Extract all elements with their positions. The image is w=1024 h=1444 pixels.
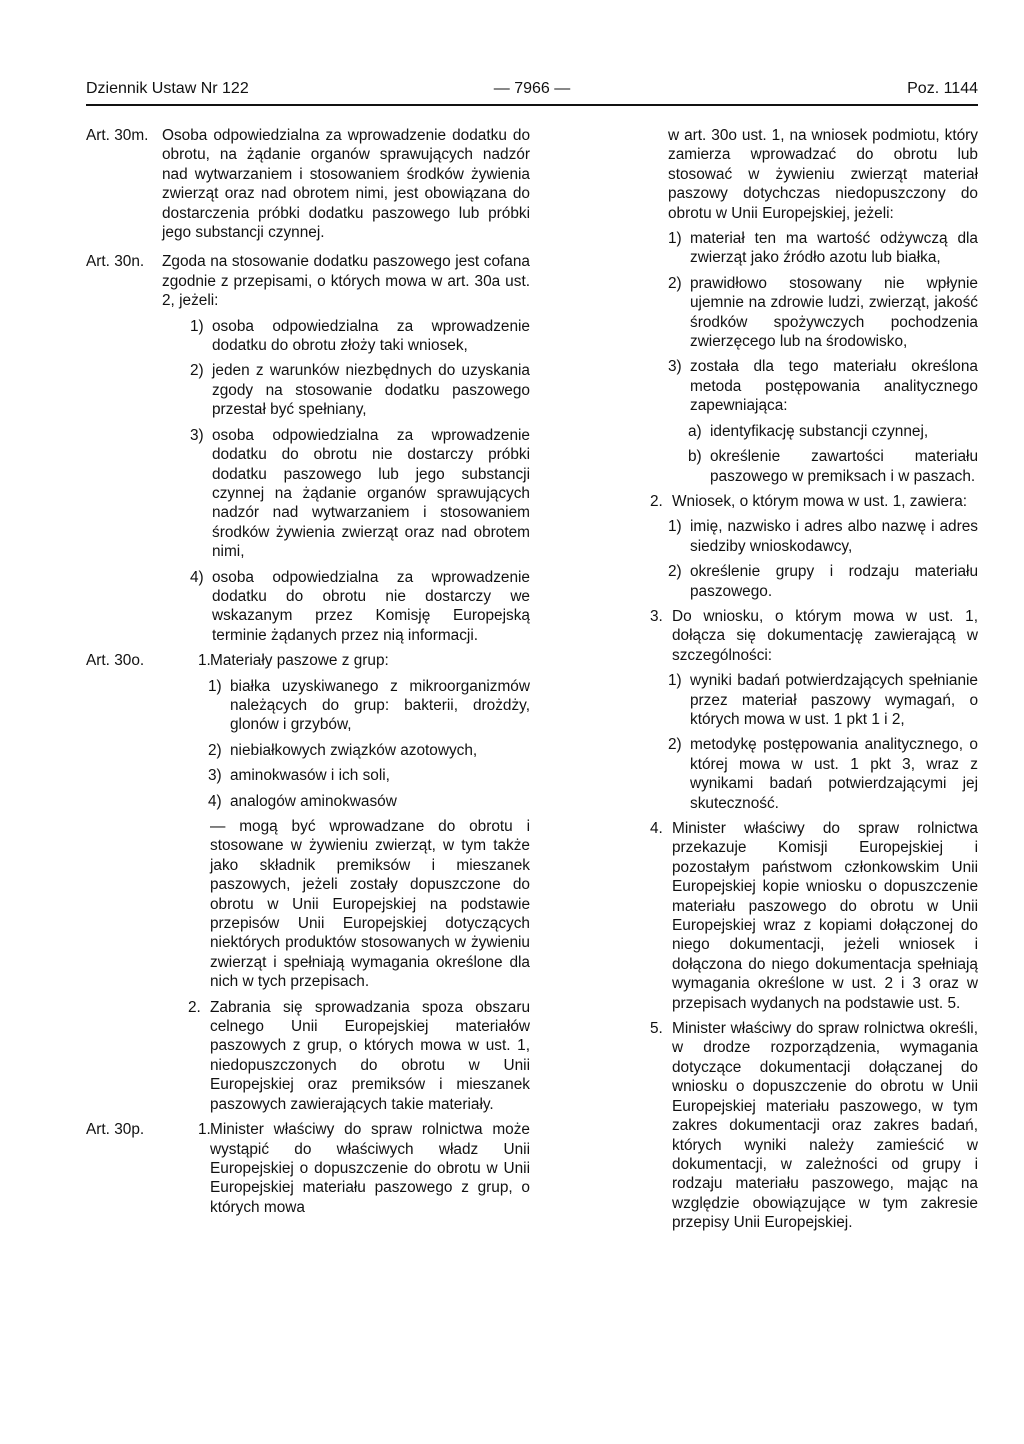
item-text: metodykę postępowania analitycznego, o której mowa w ust. 1 pkt 3, wraz z wynikami badań potwierdzającymi jej skuteczność.	[690, 736, 978, 812]
article-30m-paragraph	[86, 126, 530, 242]
paragraph-2	[118, 998, 530, 1114]
paragraph-number: 5.	[650, 1020, 663, 1038]
tiret-text	[118, 817, 530, 992]
item-number: 1)	[668, 230, 682, 248]
paragraph-number: 1.	[198, 652, 211, 670]
item-number: 3)	[208, 767, 222, 785]
sub-item-text: identyfikację substancji czynnej,	[710, 422, 929, 440]
list-item	[118, 741, 530, 760]
page-number: — 7966 —	[493, 80, 571, 97]
item-number: 3)	[668, 358, 682, 376]
header-rule	[86, 104, 978, 106]
paragraph-number: 1.	[198, 1121, 211, 1139]
list-item	[668, 229, 978, 268]
list-item	[668, 357, 978, 415]
page-header	[86, 80, 978, 106]
item-text: została dla tego materiału określona metoda postępowania analitycznego zapewniająca:	[690, 358, 978, 415]
item-number: 1)	[668, 672, 682, 690]
paragraph-number: 2.	[188, 998, 201, 1016]
article-label: Art. 30m.	[86, 127, 149, 144]
article-30o	[86, 651, 530, 670]
item-number: 2)	[668, 563, 682, 581]
item-text: imię, nazwisko i adres albo nazwę i adres siedziby wnioskodawcy,	[690, 518, 978, 555]
list-item	[118, 361, 530, 419]
item-text: aminokwasów i ich soli,	[230, 767, 390, 785]
item-text: analogów aminokwasów	[230, 792, 397, 810]
item-number: 2)	[668, 274, 682, 292]
paragraph-text: Wniosek, o którym mowa w ust. 1, zawiera:	[672, 492, 968, 510]
article-text: Osoba odpowiedzialna za wprowadzenie dodatku do obrotu, na żądanie organów sprawujących nadzór nad wytwarzaniem i stosowaniem środków żywienia zwierząt oraz nad obrotem nimi, jest obowiązana do dostarczenia próbki dodatku paszowego lub próbki jego substancji czynnej.	[162, 127, 530, 242]
article-30p	[86, 1120, 530, 1217]
list-item	[668, 274, 978, 352]
list-item	[668, 517, 978, 556]
sub-item	[668, 422, 978, 441]
item-number: 2)	[190, 362, 204, 380]
list-item	[118, 766, 530, 785]
list-item	[118, 677, 530, 735]
paragraph-number: 2.	[650, 492, 663, 510]
paragraph-number: 4.	[650, 820, 663, 837]
article-label: Art. 30n.	[86, 253, 145, 271]
sub-item-text: określenie zawartości materiału paszowego w premiksach i w paszach.	[710, 448, 978, 485]
item-text: osoba odpowiedzialna za wprowadzenie dodatku do obrotu nie dostarczy próbki dodatku paszowego lub jego substancji czynnej na żądanie organów sprawujących nadzór nad wytwarzaniem i stosowaniem środków żywienia zwierząt oraz nad obrotem nimi,	[212, 426, 530, 561]
item-number: 3)	[190, 426, 204, 444]
item-text: określenie grupy i rodzaju materiału paszowego.	[690, 563, 978, 600]
list-item	[118, 426, 530, 562]
article-30m	[86, 126, 530, 242]
item-number: 1)	[190, 317, 204, 335]
item-text: wyniki badań potwierdzających spełnianie przez materiał paszowy wymagań, o których mowa w ust. 1 pkt 1 i 2,	[690, 672, 978, 728]
item-number: 2)	[208, 741, 222, 759]
list-item	[118, 568, 530, 646]
list-item	[668, 562, 978, 601]
article-label: Art. 30p.	[86, 1121, 145, 1139]
continuation-body: w art. 30o ust. 1, na wniosek podmiotu, który zamierza wprowadzać do obrotu lub stosować w żywieniu zwierząt materiał paszowy dotychczas niedopuszczony do obrotu w Unii Europejskiej, jeżeli:	[668, 127, 978, 222]
sub-item	[668, 447, 978, 486]
position-number: Poz. 1144	[907, 80, 978, 97]
item-text: jeden z warunków niezbędnych do uzyskania zgody na stosowanie dodatku paszowego przestał być spełniany,	[212, 362, 530, 419]
list-item	[118, 317, 530, 356]
item-number: 4)	[208, 792, 222, 810]
paragraph-2	[650, 492, 978, 511]
item-text: białka uzyskiwanego z mikroorganizmów należących do grup: bakterii, drożdży, glonów i grzybów,	[230, 677, 530, 734]
item-number: 4)	[190, 568, 204, 586]
item-text: prawidłowo stosowany nie wpłynie ujemnie na zdrowie ludzi, zwierząt, jakość środków spożywczych pochodzenia zwierzęcego lub na środowisko,	[690, 274, 978, 351]
continuation-text	[668, 126, 978, 223]
article-text: Zgoda na stosowanie dodatku paszowego jest cofana zgodnie z przepisami, o których mowa w art. 30a ust. 2, jeżeli:	[162, 253, 530, 310]
paragraph-number: 3.	[650, 607, 663, 625]
list-item	[668, 671, 978, 729]
paragraph-text: Minister właściwy do spraw rolnictwa określi, w drodze rozporządzenia, wymagania dotyczące dokumentacji dołączanej do wniosku o dopuszczenie do obrotu w Unii Europejskiej materiału paszowego, w tym zakres dokumentacji oraz zakres badań, których wyniki należy zamieścić w dokumentacji, w zależności od grupy i rodzaju materiału paszowego, mając na względzie obowiązujące w tym zakresie przepisy Unii Europejskiej.	[672, 1020, 978, 1232]
paragraph-4	[650, 819, 978, 1013]
left-column	[86, 126, 530, 1223]
paragraph-5	[650, 1019, 978, 1232]
paragraph-text: Zabrania się sprowadzania spoza obszaru celnego Unii Europejskiej materiałów paszowych z grup, o których mowa w ust. 1, niedopuszczonych do obrotu w Unii Europejskiej oraz premiksów i mieszanek paszowych zawierających takie materiały.	[210, 998, 530, 1113]
paragraph-text: Minister właściwy do spraw rolnictwa przekazuje Komisji Europejskiej i pozostałym państwom członkowskim Unii Europejskiej kopie wniosku o dopuszczenie materiału paszowego do obrotu w Unii Europejskiej wraz z kopiami dołączonej do niego dokumentacji, jeżeli wniosek i dołączona do niego dokumentacja spełniają wymagania określone w ust. 2 i 3 oraz w przepisach wydanych na podstawie ust. 5.	[672, 820, 978, 1012]
item-text: materiał ten ma wartość odżywczą dla zwierząt jako źródło azotu lub białka,	[690, 230, 978, 267]
right-column	[650, 126, 978, 1239]
item-number: 1)	[208, 677, 222, 695]
item-text: osoba odpowiedzialna za wprowadzenie dodatku do obrotu złoży taki wniosek,	[212, 317, 530, 355]
list-item	[118, 792, 530, 811]
journal-title: Dziennik Ustaw Nr 122	[86, 80, 249, 97]
paragraph-text: Materiały paszowe z grup:	[210, 652, 389, 670]
item-text: osoba odpowiedzialna za wprowadzenie dodatku do obrotu nie dostarczy we wskazanym przez Komisję Europejską terminie żądanych przez nią informacji.	[212, 568, 530, 644]
sub-item-letter: b)	[688, 448, 702, 466]
article-label: Art. 30o.	[86, 652, 145, 670]
paragraph-text: Do wniosku, o którym mowa w ust. 1, dołącza się dokumentację zawierającą w szczególności:	[672, 607, 978, 664]
item-text: niebiałkowych związków azotowych,	[230, 741, 478, 759]
item-number: 2)	[668, 736, 682, 754]
item-number: 1)	[668, 518, 682, 536]
paragraph-text: Minister właściwy do spraw rolnictwa może wystąpić do właściwych władz Unii Europejskiej o dopuszczenie do obrotu w Unii Europejskiej materiału paszowego z grup, o których mowa	[210, 1121, 530, 1216]
tiret-body: — mogą być wprowadzane do obrotu i stosowane w żywieniu zwierząt, w tym także jako składnik premiksów i mieszanek paszowych, jeżeli zostały dopuszczone do obrotu w Unii Europejskiej na podstawie przepisów Unii Europejskiej dotyczących niektórych produktów stosowanych w żywieniu zwierząt i spełniają wymagania określone dla nich w tych przepisach.	[210, 818, 530, 991]
paragraph-3	[650, 607, 978, 665]
article-30n	[86, 252, 530, 310]
sub-item-letter: a)	[688, 422, 702, 440]
list-item	[668, 735, 978, 813]
